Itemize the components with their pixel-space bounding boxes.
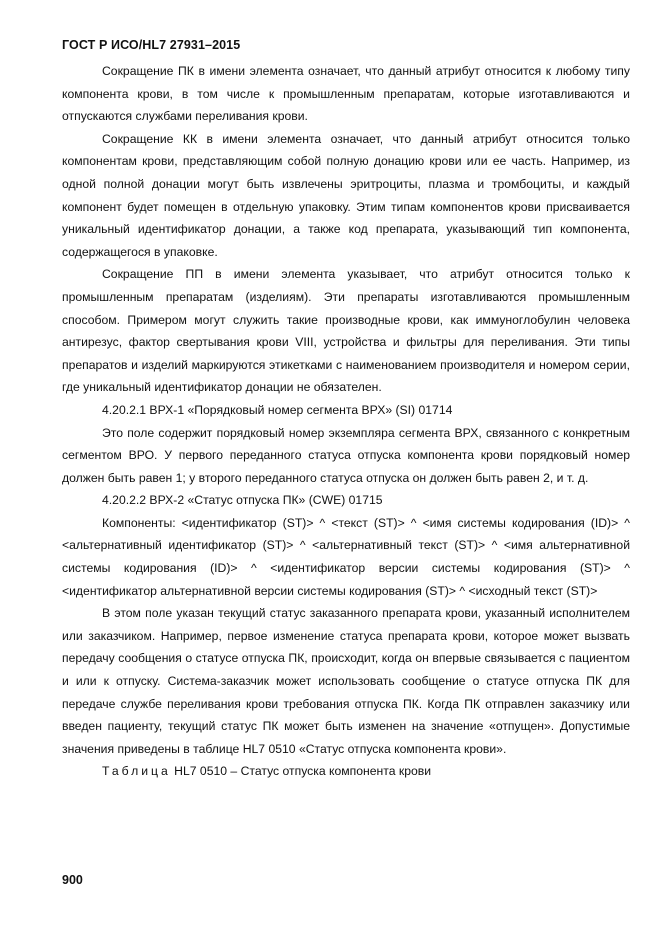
page-number: 900 — [62, 873, 83, 887]
table-label: Таблица — [102, 764, 171, 779]
paragraph-components: Компоненты: <идентификатор (ST)> ^ <текст (ST)> ^ <имя системы кодирования (ID)> ^ <альтернативный идентификатор (ST)> ^ <альтернативный текст (ST)> ^ <имя альтернативной системы кодирования (ID)> ^ <идентификатор версии системы кодирования (ST)> ^ <идентификатор альтернативной версии системы кодирования (ST)> ^ <исходный текст (ST)> — [62, 515, 630, 598]
paragraph-pk: Сокращение ПК в имени элемента означает, что данный атрибут относится к любому типу компонента крови, в том числе к промышленным препаратам, которые изготавливаются и отпускаются службами переливания крови. — [62, 64, 630, 124]
table-title-text: HL7 0510 – Статус отпуска компонента крови — [170, 764, 432, 779]
paragraph-status: В этом поле указан текущий статус заказанного препарата крови, указанный исполнителем или заказчиком. Например, первое изменение статуса препарата крови, которое может вызвать передачу сообщения о статусе отпуска ПК, происходит, когда он впервые связывается с пациентом и или к отпуску. Система-заказчик может использовать сообщение о статусе отпуска ПК для передаче службе переливания крови требования отпуска ПК. Когда ПК отправлен заказчику или введен пациенту, текущий статус ПК может быть изменен на значение «отпущен». Допустимые значения приведены в таблице HL7 0510 «Статус отпуска компонента крови». — [62, 606, 630, 756]
paragraph-kk: Сокращение КК в имени элемента означает, что данный атрибут относится только компонентам крови, представляющим собой полную донацию крови или ее часть. Например, из одной полной донации могут быть извлечены эритроциты, плазма и тромбоциты, и каждый компонент будет помещен в отдельную упаковку. Этим типам компонентов крови присваивается уникальный идентификатор донации, а также код препарата, указывающий тип компонента, содержащегося в упаковке. — [62, 131, 630, 259]
section-heading-bpx2: 4.20.2.2 ВРХ-2 «Статус отпуска ПК» (CWE) 01715 — [102, 493, 383, 508]
paragraph-pp: Сокращение ПП в имени элемента указывает, что атрибут относится только к промышленным препаратам (изделиям). Эти препараты изготавливаются промышленным способом. Примером могут служить такие производные крови, как иммуноглобулин человека антирезус, фактор свертывания крови VIII, устройства и фильтры для переливания. Эти типы препаратов и изделий маркируются этикетками с наименованием производителя и номером серии, где уникальный идентификатор донации не обязателен. — [62, 267, 630, 395]
table-title — [62, 760, 630, 783]
standard-header: ГОСТ Р ИСО/HL7 27931–2015 — [62, 38, 241, 52]
section-heading-bpx1: 4.20.2.1 ВРХ-1 «Порядковый номер сегмента ВРХ» (SI) 01714 — [102, 402, 453, 417]
body-text — [62, 60, 630, 783]
paragraph-bpx1: Это поле содержит порядковый номер экземпляра сегмента ВРХ, связанного с конкретным сегментом ВРО. У первого переданного статуса отпуска компонента крови порядковый номер должен быть равен 1; у второго переданного статуса отпуска он должен быть равен 2, и т. д. — [62, 425, 630, 485]
